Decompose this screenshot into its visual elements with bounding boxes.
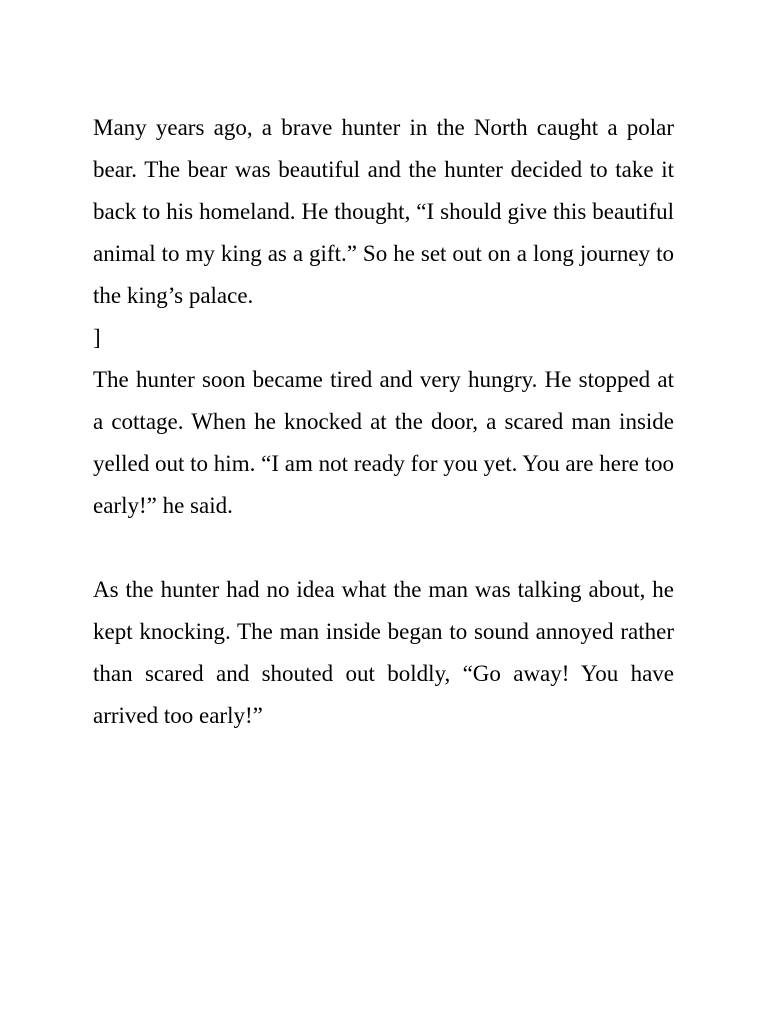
document-body <box>93 107 674 737</box>
stray-bracket-line: ] <box>93 325 101 350</box>
paragraph-hunter-kept-knocking: As the hunter had no idea what the man was talking about, he kept knocking. The man inside began to sound annoyed rather than scared and shouted out boldly, “Go away! You have arrived too early!” <box>93 577 674 728</box>
paragraph-hunter-at-cottage: The hunter soon became tired and very hungry. He stopped at a cottage. When he knocked at the door, a scared man inside yelled out to him. “I am not ready for you yet. You are here too early!” he said. <box>93 367 674 518</box>
paragraph-hunter-caught-bear: Many years ago, a brave hunter in the North caught a polar bear. The bear was beautiful and the hunter decided to take it back to his homeland. He thought, “I should give this beautiful animal to my king as a gift.” So he set out on a long journey to the king’s palace. <box>93 115 674 308</box>
